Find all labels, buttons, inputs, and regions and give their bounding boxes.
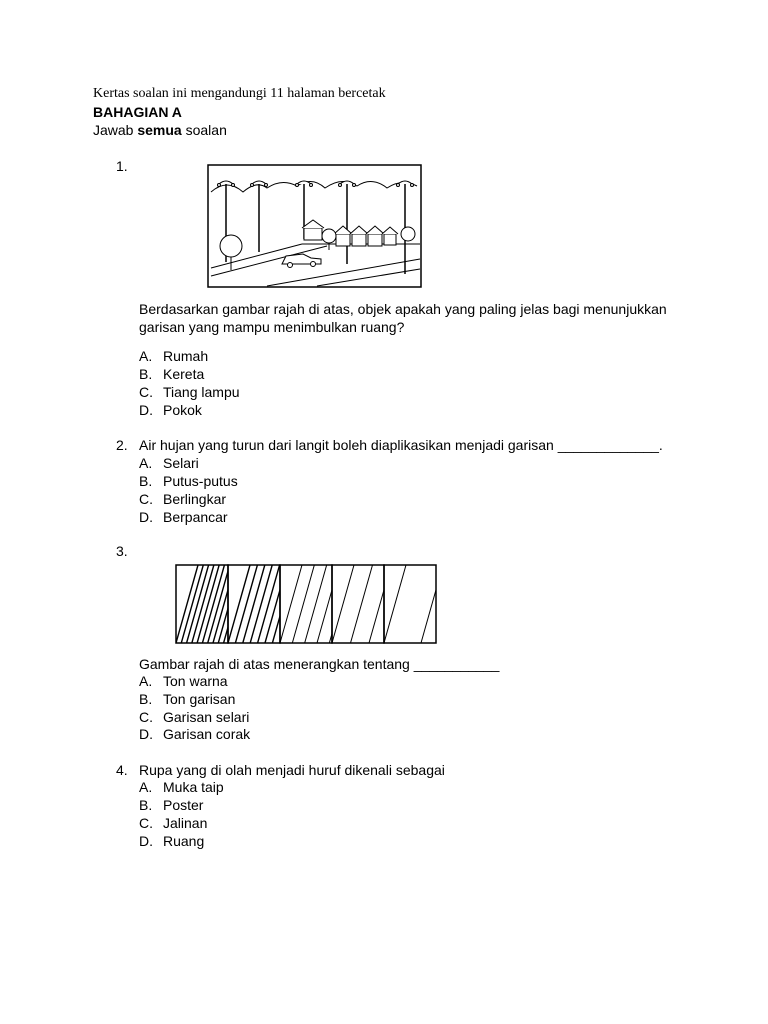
hatch-line [388,565,410,643]
option-letter: A. [139,779,153,795]
option-text: Garisan corak [163,726,251,742]
question-4-option-d [139,832,205,850]
option-letter: B. [139,797,153,813]
street-scene-illustration [207,164,422,288]
tone-segment-border [384,565,436,643]
hatch-line [425,565,438,643]
option-text: Ruang [163,833,205,849]
instruction-prefix: Jawab [93,122,134,138]
option-text: Berlingkar [163,491,227,507]
question-1-text-line1: Berdasarkan gambar rajah di atas, objek apakah yang paling jelas bagi menunjukkan [139,301,667,317]
question-3-option-b [139,690,236,708]
question-4-option-c [139,814,208,832]
option-letter: C. [139,384,153,400]
hatch-line [305,565,327,643]
hatch-line [342,565,364,643]
question-2-text: Air hujan yang turun dari langit boleh diaplikasikan menjadi garisan _____________. [139,437,663,453]
option-letter: A. [139,455,153,471]
option-letter: D. [139,402,153,418]
hatch-line [255,565,277,643]
line-tone-bars-illustration [175,564,437,644]
question-1-number: 1. [116,158,128,174]
question-4-text: Rupa yang di olah menjadi huruf dikenali sebagai [139,762,445,778]
hatch-line [280,565,302,643]
option-text: Selari [163,455,199,471]
hatch-line [239,565,261,643]
option-letter: B. [139,473,153,489]
option-text: Muka taip [163,779,224,795]
option-text: Ton warna [163,673,228,689]
page-count-note: Kertas soalan ini mengandungi 11 halaman bercetak [93,86,386,101]
instruction-suffix: soalan [185,122,227,138]
option-letter: C. [139,815,153,831]
tone-segment [384,565,437,643]
question-3-number: 3. [116,543,128,559]
option-text: Garisan selari [163,709,250,725]
tone-segment-border [176,565,228,643]
question-1-option-c [139,383,240,401]
option-letter: C. [139,491,153,507]
hatch-line [245,565,267,643]
question-2-option-c [139,490,227,508]
option-text: Putus-putus [163,473,238,489]
option-letter: B. [139,691,153,707]
option-text: Kereta [163,366,205,382]
hatch-line [384,565,406,643]
tone-segment-border [332,565,384,643]
option-letter: D. [139,833,153,849]
question-2-option-b [139,472,238,490]
question-1-option-a [139,347,209,365]
option-letter: B. [139,366,153,382]
hatch-line [421,565,437,643]
hatch-line [332,565,354,643]
question-2-number: 2. [116,437,128,453]
hatch-line [351,565,373,643]
question-1-option-d [139,401,202,419]
question-3-option-a [139,672,228,690]
instruction-bold: semua [137,122,182,138]
hatch-line [295,565,317,643]
option-text: Pokok [163,402,202,418]
hatch-line [292,565,314,643]
question-4-number: 4. [116,762,128,778]
question-3-option-c [139,708,250,726]
option-text: Poster [163,797,204,813]
question-1-text-line2: garisan yang mampu menimbulkan ruang? [139,319,405,335]
option-text: Berpancar [163,509,228,525]
option-letter: A. [139,673,153,689]
option-text: Rumah [163,348,209,364]
question-1-option-b [139,365,205,383]
hatch-line [229,565,251,643]
option-text: Tiang lampu [163,384,240,400]
question-4-option-a [139,778,224,796]
option-text: Ton garisan [163,691,236,707]
option-letter: D. [139,726,153,742]
option-letter: D. [139,509,153,525]
question-4-option-b [139,796,204,814]
option-letter: A. [139,348,153,364]
question-2-option-a [139,454,199,472]
option-text: Jalinan [163,815,208,831]
option-letter: C. [139,709,153,725]
question-3-text: Gambar rajah di atas menerangkan tentang ___________ [139,656,500,672]
question-3-option-d [139,725,251,743]
section-title: BAHAGIAN A [93,104,182,120]
instruction [93,122,227,138]
tone-segment-border [280,565,332,643]
question-2-option-d [139,508,228,526]
